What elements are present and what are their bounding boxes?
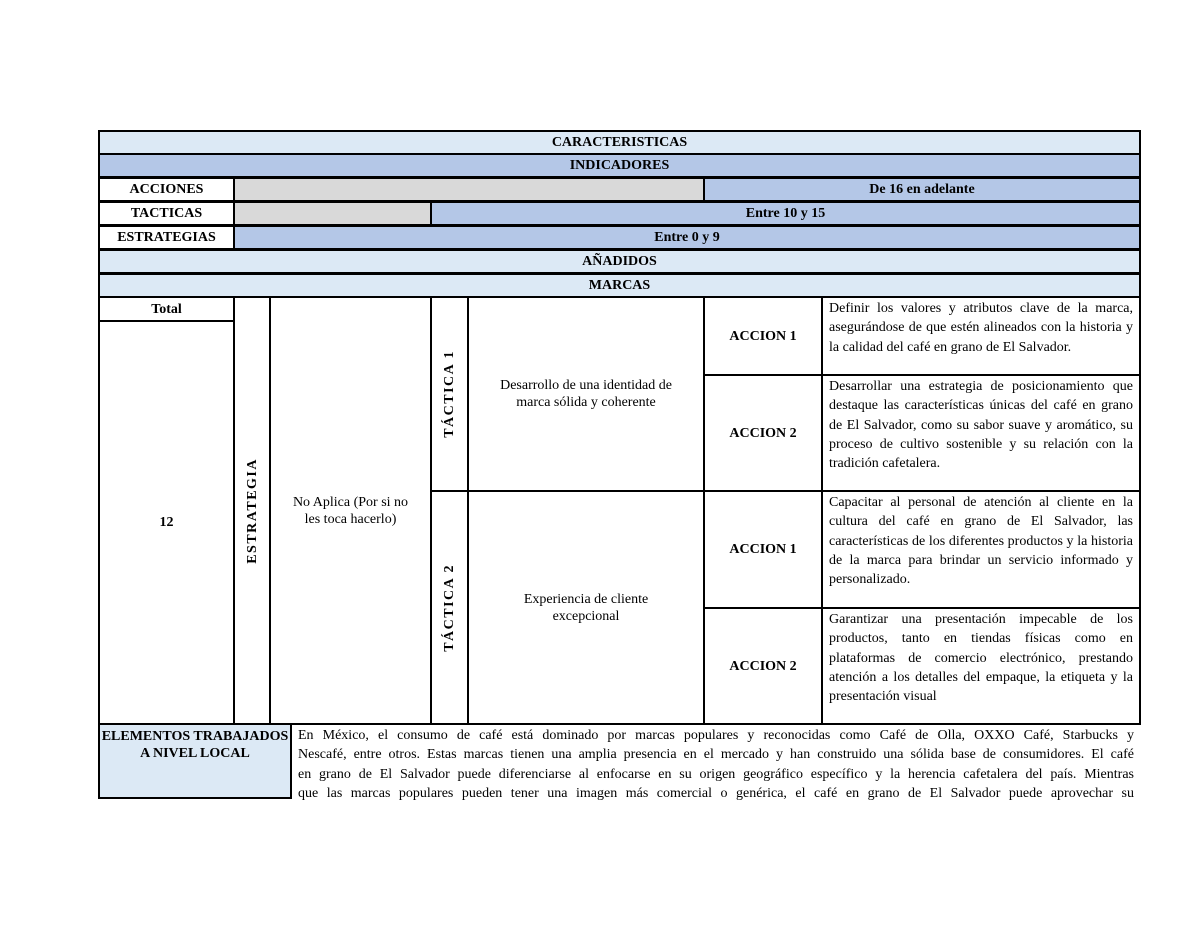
tactica-2-text: Experiencia de cliente excepcional bbox=[467, 490, 705, 725]
estrategias-value: Entre 0 y 9 bbox=[233, 225, 1141, 250]
tactica-2-label: TÁCTICA 2 bbox=[442, 563, 457, 652]
total-label: Total bbox=[98, 296, 235, 322]
elementos-local-line: que las marcas populares pueden tener una imagen más comercial o genérica, el café en grano de El Salvador puede aprovechar su bbox=[298, 785, 1134, 801]
elementos-local-line: En México, el consumo de café está dominado por marcas populares y reconocidas como Café de Olla, OXXO Café, Starbucks y bbox=[298, 728, 1134, 743]
footer-divider bbox=[290, 723, 292, 799]
total-value: 12 bbox=[98, 320, 235, 725]
tacticas-label: TACTICAS bbox=[98, 201, 235, 226]
tactica-2-accion-2-text: Garantizar una presentación impecable de los productos, tanto en tiendas físicas como en plataformas de comercio electrónico, prestando atención a los detalles del empaque, la etiqueta y la presentación visual bbox=[821, 607, 1141, 725]
elementos-local-text bbox=[298, 726, 1134, 803]
tactica-1-label: TÁCTICA 1 bbox=[442, 350, 457, 438]
acciones-label: ACCIONES bbox=[98, 177, 235, 202]
tactica-2-accion-1-text: Capacitar al personal de atención al cliente en la cultura del café en grano de El Salvador, las características de los diferentes productos y la historia de la marca para brindar un servicio informado y personalizado. bbox=[821, 490, 1141, 609]
elementos-local-label: ELEMENTOS TRABAJADOS A NIVEL LOCAL bbox=[98, 723, 292, 799]
elementos-local-line: en grano de El Salvador puede diferenciarse al enfocarse en su origen geográfico específico y la herencia cafetalera del país. Mientras bbox=[298, 766, 1134, 782]
header-indicadores: INDICADORES bbox=[98, 153, 1141, 178]
estrategias-label: ESTRATEGIAS bbox=[98, 225, 235, 250]
header-marcas: MARCAS bbox=[98, 273, 1141, 298]
tacticas-grey-bar bbox=[233, 201, 432, 226]
estrategia-vertical-cell bbox=[233, 296, 271, 725]
estrategia-label: ESTRATEGIA bbox=[244, 457, 260, 564]
tacticas-value: Entre 10 y 15 bbox=[430, 201, 1141, 226]
tactica-1-accion-1-label: ACCION 1 bbox=[703, 296, 823, 376]
tactica-2-accion-2-label: ACCION 2 bbox=[703, 607, 823, 725]
tactica-2-vertical-cell bbox=[430, 490, 469, 725]
acciones-value: De 16 en adelante bbox=[703, 177, 1141, 202]
estrategia-text: No Aplica (Por si no les toca hacerlo) bbox=[269, 296, 432, 725]
tactica-1-accion-2-label: ACCION 2 bbox=[703, 374, 823, 492]
header-anadidos: AÑADIDOS bbox=[98, 249, 1141, 274]
tactica-1-accion-1-text: Definir los valores y atributos clave de la marca, asegurándose de que estén alineados con la historia y la calidad del café en grano de El Salvador. bbox=[821, 296, 1141, 376]
tactica-1-accion-2-text: Desarrollar una estrategia de posicionamiento que destaque las características únicas del café en grano de El Salvador, como su sabor suave y aromático, su proceso de cultivo sostenible y su relación con la tradición cafetalera. bbox=[821, 374, 1141, 492]
header-caracteristicas: CARACTERISTICAS bbox=[98, 130, 1141, 155]
elementos-local-line: Nescafé, entre otros. Estas marcas tienen una amplia presencia en el mercado y han construido una sólida base de consumidores. El café bbox=[298, 747, 1134, 763]
tactica-1-vertical-cell bbox=[430, 296, 469, 492]
tactica-2-accion-1-label: ACCION 1 bbox=[703, 490, 823, 609]
tactica-1-text: Desarrollo de una identidad de marca sólida y coherente bbox=[467, 296, 705, 492]
acciones-grey-bar bbox=[233, 177, 705, 202]
